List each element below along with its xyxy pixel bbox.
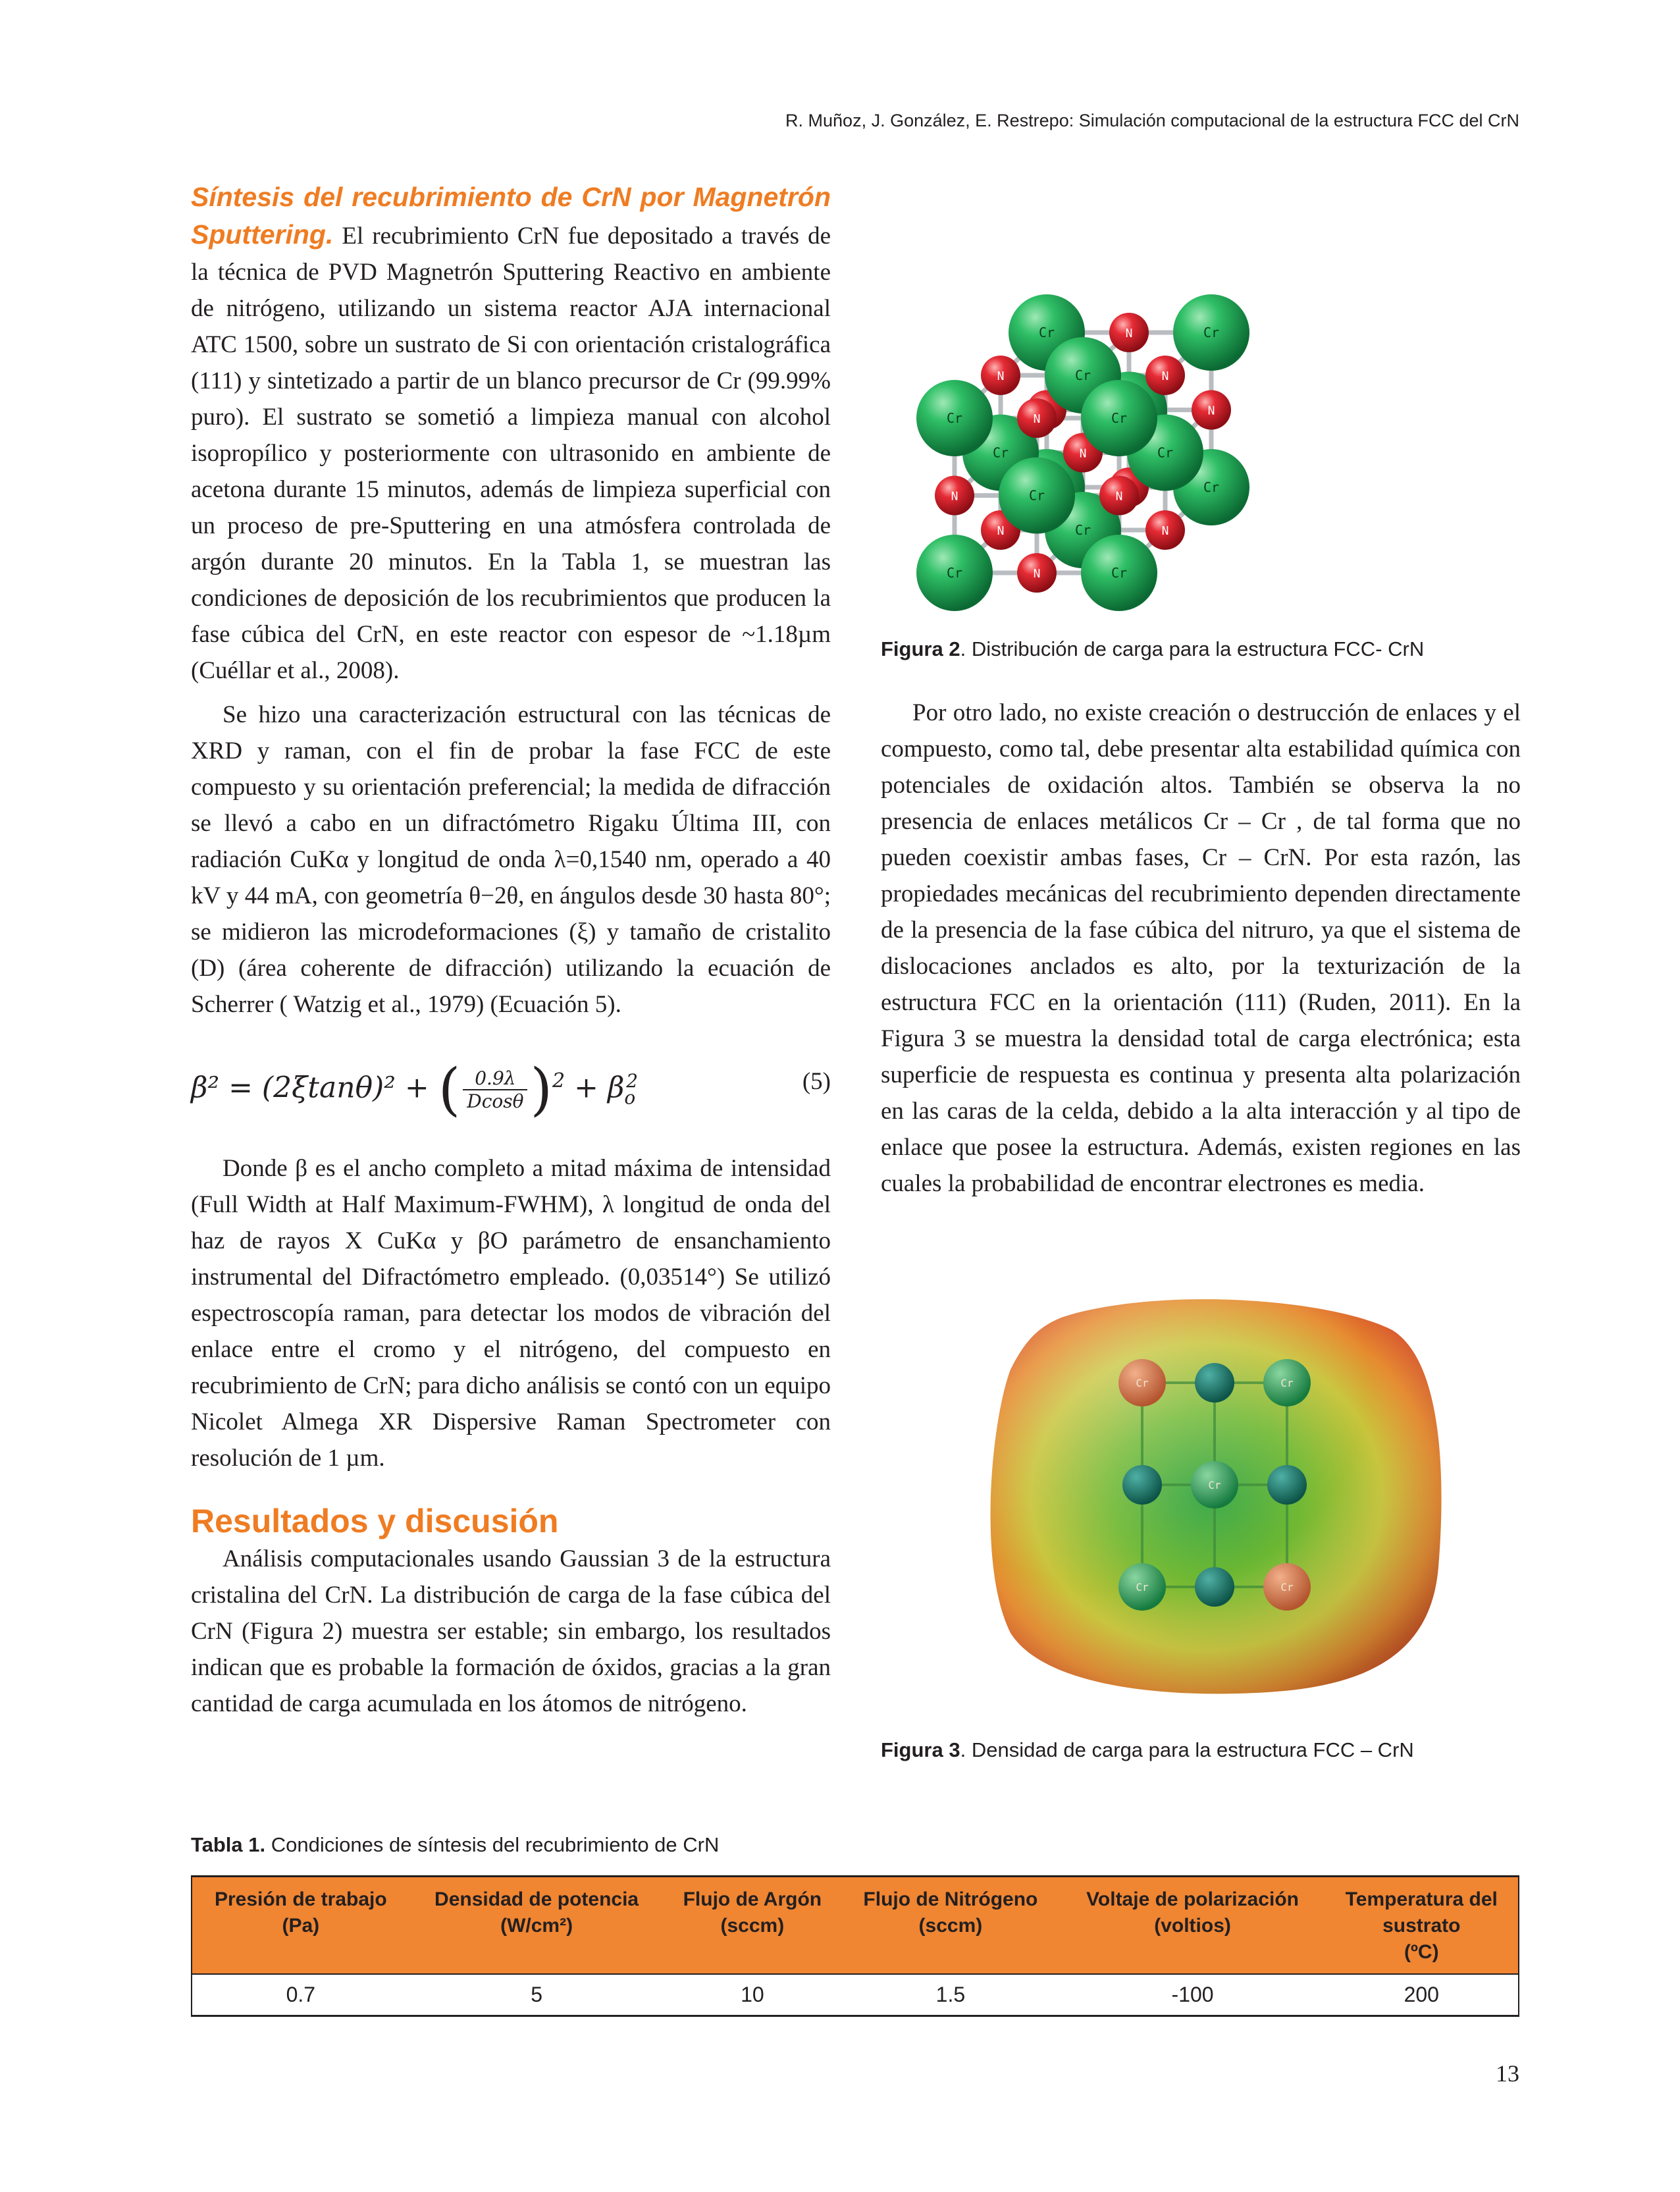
n-atom	[1122, 1465, 1162, 1505]
paragraph-definitions: Donde β es el ancho completo a mitad máxima de intensidad (Full Width at Half Maximum-FWHM), λ longitud de onda del haz de rayos X CuKα y βO parámetro de ensanchamiento instrumental del Difractómetro empleado. (0,03514°) Se utilizó espectroscopía raman, para detectar los modos de vibración del enlace entre el cromo y el nitrógeno, del compuesto en recubrimiento de CrN; para dicho análisis se contó con un equipo Nicolet Almega XR Dispersive Raman Spectrometer con resolución de 1 µm.	[191, 1155, 831, 1472]
table-cell-nitrogen-flow: 1.5	[841, 1974, 1060, 2016]
cr-atom	[1081, 535, 1157, 611]
cr-atom	[1173, 294, 1249, 371]
svg-text:Cr: Cr	[1280, 1377, 1294, 1389]
figure-3-charge-density	[984, 1291, 1452, 1699]
cr-atom	[1191, 1461, 1238, 1509]
svg-text:Cr: Cr	[1136, 1581, 1149, 1593]
svg-text:Cr: Cr	[1074, 522, 1091, 538]
paragraph-discussion: Por otro lado, no existe creación o destrucción de enlaces y el compuesto, como tal, debe presentar alta estabilidad química con potenciales de oxidación altos. También se observa la no presencia de enlaces metálicos Cr – Cr , de tal forma que no pueden coexistir ambas fases, Cr – CrN. Por esta razón, las propiedades mecánicas del recubrimiento dependen directamente de la presencia de la fase cúbica del nitruro, ya que el sistema de dislocaciones anclados es alto, por la texturización de la estructura FCC en la orientación (111) (Ruden, 2011). En la Figura 3 se muestra la densidad total de carga electrónica; esta superficie de respuesta es continua y presenta alta polarización en las caras de la celda, debido a la alta interacción y al tipo de enlace que posee la estructura. Además, existen regiones en las cuales la probabilidad de encontrar electrones es media.	[881, 699, 1521, 1197]
table-header-pressure: Presión de trabajo (Pa)	[192, 1877, 409, 1975]
svg-text:N: N	[1161, 369, 1169, 383]
crystal-atoms	[916, 294, 1249, 611]
n-atom	[1195, 1567, 1234, 1607]
cr-atom	[916, 535, 993, 611]
equation-square: 2	[552, 1069, 565, 1092]
cr-atom	[1118, 1359, 1166, 1406]
svg-text:N: N	[997, 369, 1005, 383]
svg-text:Cr: Cr	[1280, 1581, 1294, 1593]
svg-text:Cr: Cr	[1157, 444, 1174, 461]
figure-2-caption	[881, 637, 1424, 661]
right-column	[881, 695, 1521, 1202]
svg-text:Cr: Cr	[946, 410, 963, 426]
equation-denominator: Dcosθ	[467, 1090, 524, 1112]
equation-tail-sup: 2	[626, 1069, 639, 1092]
equation-body: β² = (2ξtanθ)² + ( $\frac{0.9\lambda}{Dcos\theta}$ )$^2 + \beta_o^2$	[191, 1057, 639, 1123]
page-number: 13	[1496, 2060, 1519, 2087]
svg-text:N: N	[1079, 446, 1087, 461]
n-atom	[1017, 398, 1057, 438]
table-header-argon-flow: Flujo de Argón (sccm)	[664, 1877, 841, 1975]
figure-2-crystal-structure	[908, 204, 1369, 626]
svg-text:N: N	[1115, 489, 1123, 504]
figure-3-caption-text: . Densidad de carga para la estructura FCC – CrN	[960, 1738, 1414, 1761]
n-atom	[981, 356, 1020, 395]
table-synthesis-conditions	[191, 1875, 1519, 2017]
table-header-nitrogen-flow: Flujo de Nitrógeno (sccm)	[841, 1877, 1060, 1975]
cr-atom	[1118, 1563, 1166, 1611]
table-cell-argon-flow: 10	[664, 1974, 841, 2016]
equation-lhs: β² = (2ξtanθ)² +	[191, 1071, 438, 1105]
svg-text:Cr: Cr	[992, 444, 1009, 461]
table-header-power-density: Densidad de potencia (W/cm²)	[409, 1877, 664, 1975]
equation-tail-sub: o	[624, 1086, 636, 1109]
n-atom	[1145, 356, 1185, 395]
table-header-row	[192, 1877, 1519, 1975]
equation-numerator: 0.9λ	[463, 1067, 527, 1090]
svg-text:N: N	[1161, 524, 1169, 538]
n-atom	[1099, 476, 1139, 516]
paragraph-synthesis	[191, 179, 831, 689]
table-1-caption	[191, 1833, 719, 1857]
svg-text:Cr: Cr	[1208, 1479, 1221, 1491]
paragraph-synthesis-text: El recubrimiento CrN fue depositado a través de la técnica de PVD Magnetrón Sputtering Reactivo en ambiente de nitrógeno, utilizando un sistema reactor AJA internacional ATC 1500, sobre un sustrato de Si con orientación cristalográfica (111) y sintetizado a partir de un blanco precursor de Cr (99.99% puro). El sustrato se sometió a limpieza manual con alcohol isopropílico y posteriormente con ultrasonido en ambiente de acetona durante 15 minutos, además de limpieza superficial con un proceso de pre-Sputtering en una atmósfera controlada de argón durante 20 minutos. En la Tabla 1, se muestran las condiciones de deposición de los recubrimientos que producen la fase cúbica del CrN, en este reactor con espesor de ~1.18µm (Cuéllar et al., 2008).	[191, 223, 831, 684]
n-atom	[1267, 1465, 1307, 1505]
cr-atom	[1263, 1359, 1311, 1406]
paragraph-results: Análisis computacionales usando Gaussian 3 de la estructura cristalina del CrN. La distribución de carga de la fase cúbica del CrN (Figura 2) muestra ser estable; sin embargo, los resultados indican que es probable la formación de óxidos, gracias a la gran cantidad de carga acumulada en los átomos de nitrógeno.	[191, 1545, 831, 1717]
svg-text:N: N	[997, 524, 1005, 538]
section-title-synthesis: Síntesis del recubrimiento de CrN por Magnetrón Sputtering.	[191, 182, 831, 250]
n-atom	[1145, 510, 1185, 550]
svg-text:N: N	[1033, 412, 1041, 426]
table-cell-substrate-temperature: 200	[1325, 1974, 1519, 2016]
table-cell-pressure: 0.7	[192, 1974, 409, 2016]
svg-text:Cr: Cr	[1038, 325, 1055, 340]
figure-3-caption	[881, 1738, 1414, 1762]
svg-text:N: N	[1207, 404, 1215, 418]
equation-scherrer	[191, 1038, 831, 1131]
equation-fraction	[463, 1067, 527, 1112]
n-atom	[935, 476, 974, 516]
svg-text:Cr: Cr	[1028, 487, 1045, 504]
running-header: R. Muñoz, J. González, E. Restrepo: Simulación computacional de la estructura FCC del CrN	[785, 111, 1519, 130]
equation-number: (5)	[802, 1068, 831, 1095]
n-atom	[1109, 313, 1149, 352]
figure-2-caption-text: . Distribución de carga para la estructura FCC- CrN	[960, 637, 1425, 660]
density-atoms	[1118, 1359, 1311, 1611]
table-1-caption-text: Condiciones de síntesis del recubrimiento de CrN	[265, 1833, 720, 1856]
equation-tail: + β	[565, 1071, 625, 1105]
cr-atom	[916, 380, 993, 456]
figure-3-label: Figura 3	[881, 1738, 960, 1761]
svg-text:N: N	[1033, 567, 1041, 581]
cr-atom	[1263, 1563, 1311, 1611]
n-atom	[1195, 1363, 1234, 1403]
svg-text:Cr: Cr	[1111, 410, 1128, 426]
svg-text:Cr: Cr	[1111, 565, 1128, 581]
svg-text:Cr: Cr	[946, 565, 963, 581]
table-cell-bias-voltage: -100	[1061, 1974, 1325, 2016]
svg-text:N: N	[951, 489, 958, 504]
table-header-substrate-temperature: Temperatura del sustrato (ºC)	[1325, 1877, 1519, 1975]
svg-text:N: N	[1125, 327, 1133, 340]
svg-text:Cr: Cr	[1074, 367, 1091, 383]
n-atom	[1192, 390, 1231, 430]
svg-text:Cr: Cr	[1136, 1377, 1149, 1389]
table-header-bias-voltage: Voltaje de polarización (voltios)	[1061, 1877, 1325, 1975]
table-1-label: Tabla 1.	[191, 1833, 266, 1856]
figure-2-label: Figura 2	[881, 637, 960, 660]
cr-atom	[999, 458, 1075, 534]
cr-atom	[1081, 380, 1157, 456]
svg-text:Cr: Cr	[1203, 479, 1220, 495]
paragraph-characterization: Se hizo una caracterización estructural con las técnicas de XRD y raman, con el fin de probar la fase FCC de este compuesto y su orientación preferencial; la medida de difracción se llevó a cabo en un difractómetro Rigaku Última III, con radiación CuKα y longitud de onda λ=0,1540 nm, operado a 40 kV y 44 mA, con geometría θ−2θ, en ángulos desde 30 hasta 80°; se midieron las microdeformaciones (ξ) y tamaño de cristalito (D) (área coherente de difracción) utilizando la ecuación de Scherrer ( Watzig et al., 1979) (Ecuación 5).	[191, 701, 831, 1018]
svg-text:Cr: Cr	[1203, 325, 1220, 340]
n-atom	[1017, 553, 1057, 593]
table-row	[192, 1974, 1519, 2016]
section-title-results: Resultados y discusión	[191, 1503, 559, 1539]
left-column	[191, 179, 831, 1722]
table-cell-power-density: 5	[409, 1974, 664, 2016]
